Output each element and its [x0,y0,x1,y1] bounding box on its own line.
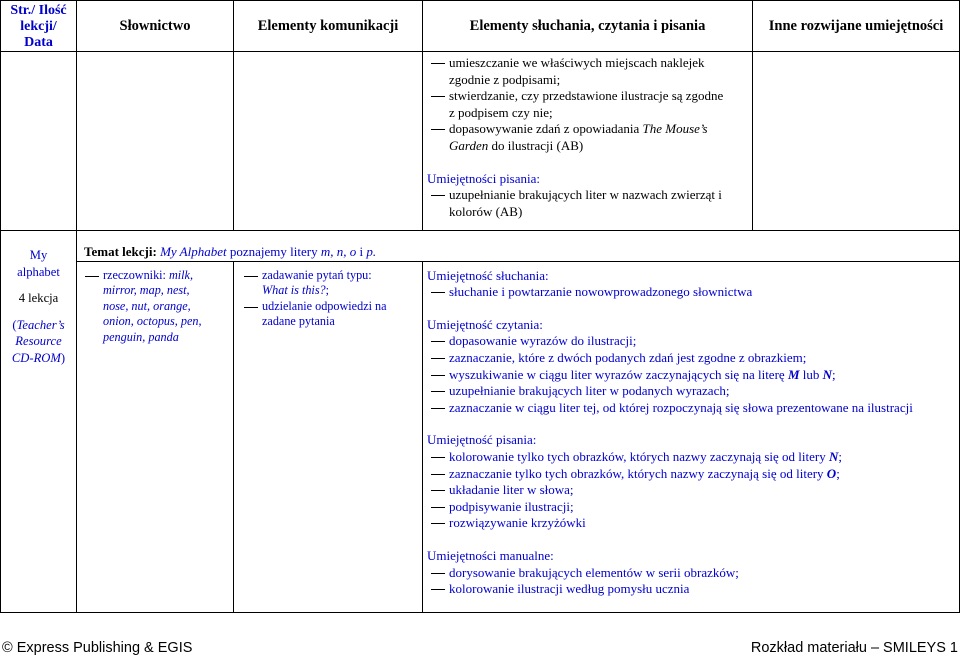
list-item: słuchanie i powtarzanie nowowprowadzonego słownictwa [427,284,955,301]
list-item: rozwiązywanie krzyżówki [427,515,955,532]
header-page-lessons-date: Str./ Ilość lekcji/ Data [1,1,77,52]
lesson-number: 4 lekcja [18,291,59,306]
list-item: podpisywanie ilustracji; [427,499,955,516]
list-item: dopasowywanie zdań z opowiadania The Mouse’s Garden do ilustracji (AB) [427,121,748,154]
vocabulary-cell [77,261,234,612]
lesson-cell: My alphabet 4 lekcja (Teacher’s Resource CD-ROM) [1,231,77,613]
writing-heading: Umiejętność pisania: [427,432,537,448]
list-item: uzupełnianie brakujących liter w podanych wyrazach; [427,383,955,400]
content-row [1,261,960,612]
list-item: umieszczanie we właściwych miejscach naklejek zgodnie z podpisami; [427,55,748,88]
footer-title: Rozkład materiału – SMILEYS 1 [750,640,958,656]
reading-heading: Umiejętność czytania: [427,316,543,332]
list-item: stwierdzanie, czy przedstawione ilustracje są zgodne z podpisem czy nie; [427,88,748,121]
reading-list [427,333,955,416]
writing-list [427,449,955,532]
list-item: kolorowanie tylko tych obrazków, których nazwy zaczynają się od litery N; [427,449,955,466]
header-listening-reading-writing: Elementy słuchania, czytania i pisania [423,1,753,52]
listening-list [427,284,955,301]
list-item: zadawanie pytań typu: What is this?; [240,268,418,299]
header-communication: Elementy komunikacji [234,1,423,52]
header-vocabulary: Słownictwo [77,1,234,52]
top-continuation-row [1,52,960,231]
top-cell-1 [1,52,77,231]
listening-heading: Umiejętność słuchania: [427,267,549,283]
header-other-skills: Inne rozwijane umiejętności [753,1,960,52]
topic-cell: Temat lekcji: My Alphabet poznajemy litery m, n, o i p. [77,231,960,262]
manual-heading: Umiejętności manualne: [427,547,554,563]
header-row [1,1,960,52]
top-cell-3 [234,52,423,231]
list-item: udzielanie odpowiedzi na zadane pytania [240,299,418,330]
list-item: układanie liter w słowa; [427,482,955,499]
list-item: dorysowanie brakujących elementów w serii obrazków; [427,565,955,582]
communication-list [240,268,418,330]
top-cell-2 [77,52,234,231]
list-item: zaznaczanie tylko tych obrazków, których nazwy zaczynają się od litery O; [427,466,955,483]
list-item: zaznaczanie w ciągu liter tej, od której rozpoczynają się słowa prezentowane na ilustracji [427,400,955,417]
list-item: dopasowanie wyrazów do ilustracji; [427,333,955,350]
list-item: kolorowanie ilustracji według pomysłu ucznia [427,581,955,598]
footer-copyright: © Express Publishing & EGIS [2,640,193,656]
skills-cell [423,261,960,612]
list-item: uzupełnianie brakujących liter w nazwach zwierząt i kolorów (AB) [427,187,748,220]
vocabulary-list [81,268,229,346]
list-item: rzeczowniki: milk, mirror, map, nest, nose, nut, orange, onion, octopus, pen, penguin, panda [81,268,229,346]
topic-row [1,231,960,262]
manual-list [427,565,955,598]
top-writing-heading: Umiejętności pisania: [427,170,541,186]
top-cell-5 [753,52,960,231]
communication-cell [234,261,423,612]
list-item: wyszukiwanie w ciągu liter wyrazów zaczynających się na literę M lub N; [427,367,955,384]
top-writing-list [427,187,748,220]
list-item: zaznaczanie, które z dwóch podanych zdań jest zgodne z obrazkiem; [427,350,955,367]
top-reading-list [427,55,748,155]
top-skills-cell [423,52,753,231]
